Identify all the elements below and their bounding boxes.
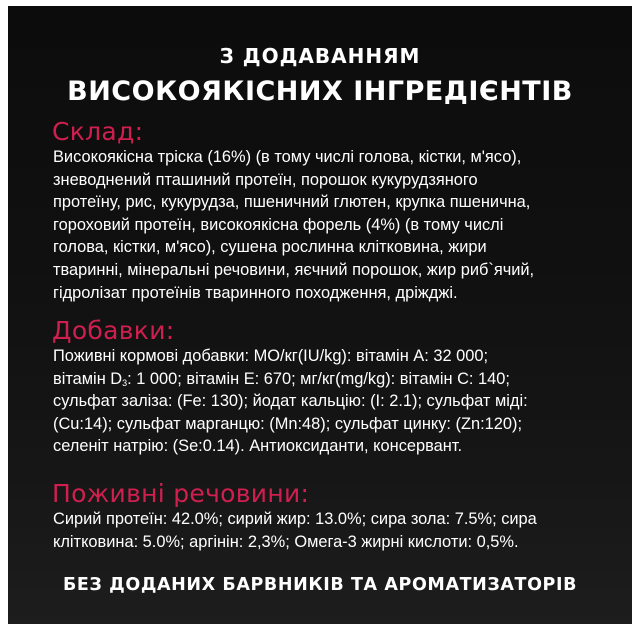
label-panel xyxy=(8,6,632,624)
composition-line: голова, кістки, м'ясо), сушена рослинна клітковина, жири xyxy=(53,238,487,257)
additives-line: (Cu:14); сульфат марганцю: (Mn:48); сульфат цинку: (Zn:120); xyxy=(53,414,523,433)
additives-line-vitamin-d xyxy=(53,368,625,391)
header-subtitle: З ДОДАВАННЯМ xyxy=(219,44,421,68)
composition-line: гороховий протеїн, високоякісна форель (4%) (в тому числі xyxy=(53,215,504,234)
composition-line: зневоднений пташиний протеїн, порошок кукурудзяного xyxy=(53,170,478,189)
composition-line: Високоякісна тріска (16%) (в тому числі голова, кістки, м'ясо), xyxy=(53,148,522,166)
additives-line: Поживні кормові добавки: МО/кг(IU/kg): вітамін А: 32 000; xyxy=(53,347,489,365)
additives-line: сульфат заліза: (Fe: 130); йодат кальцію: (I: 2.1); сульфат міді: xyxy=(53,392,528,411)
nutrients-text xyxy=(53,508,625,553)
additives-title: Добавки: xyxy=(52,316,175,345)
composition-line: тваринні, мінеральні речовини, яєчний порошок, жир риб`ячий, xyxy=(53,260,535,279)
additives-text xyxy=(53,345,625,458)
header-title: ВИСОКОЯКІСНИХ ІНГРЕДІЄНТІВ xyxy=(67,76,573,107)
composition-line: протеїну, рис, кукурудза, пшеничний глютен, крупка пшенична, xyxy=(53,193,531,212)
footer-claim: БЕЗ ДОДАНИХ БАРВНИКІВ ТА АРОМАТИЗАТОРІВ xyxy=(62,575,578,595)
nutrients-line: Сирий протеїн: 42.0%; сирий жир: 13.0%; сира зола: 7.5%; сира xyxy=(53,510,537,528)
vitamin-d-label: вітамін D xyxy=(53,369,123,388)
composition-line: гідролізат протеїнів тваринного походження, дріжджі. xyxy=(53,283,458,302)
composition-title: Склад: xyxy=(52,117,144,146)
additives-line: селеніт натрію: (Se:0.14). Антиоксиданти, консервант. xyxy=(53,437,463,456)
vitamin-d-subscript: 3 xyxy=(122,377,128,388)
nutrients-line: клітковина: 5.0%; аргінін: 2,3%; Омега-3 жирні кислоти: 0,5%. xyxy=(53,532,519,551)
vitamin-d-rest: : 1 000; вітамін Е: 670; мг/кг(mg/kg): вітамін С: 140; xyxy=(127,369,510,388)
composition-text xyxy=(53,146,625,304)
nutrients-title: Поживні речовини: xyxy=(52,479,310,508)
